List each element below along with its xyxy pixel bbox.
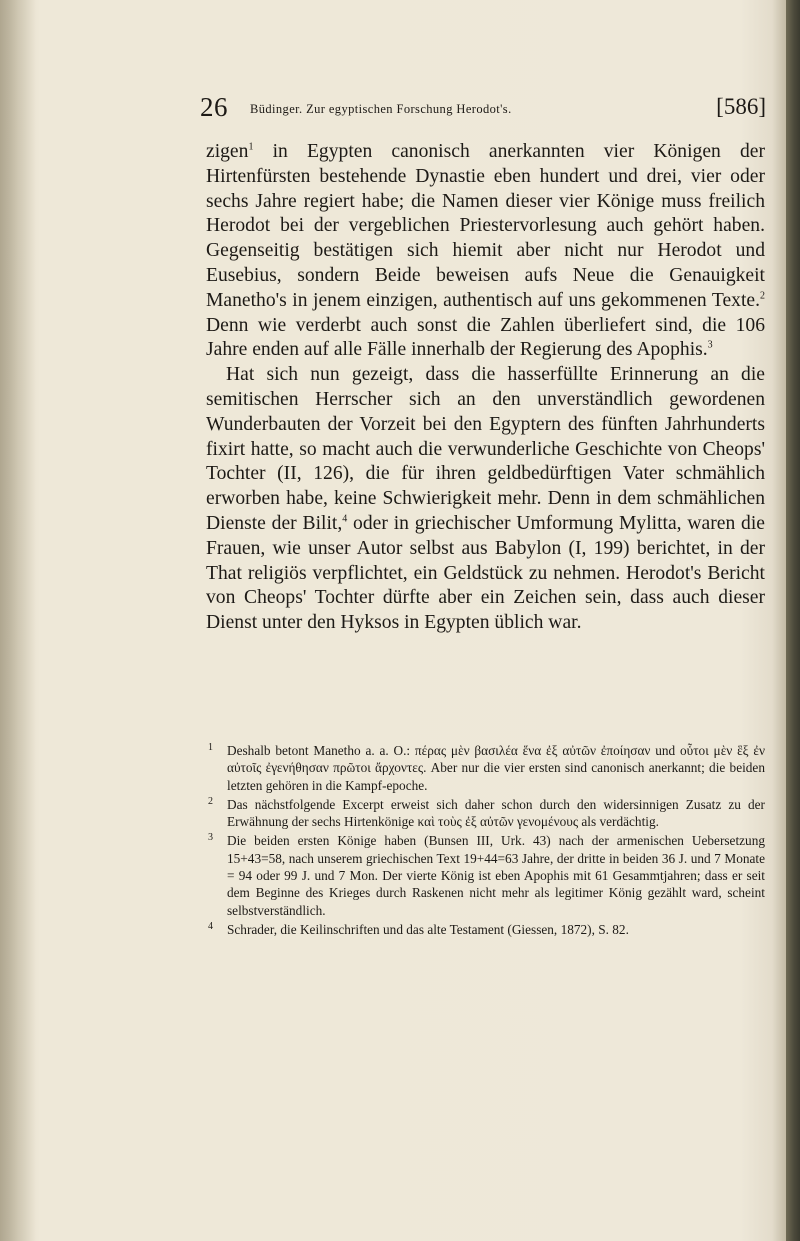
page-number: 26 (200, 92, 228, 122)
footnote-4 (206, 921, 765, 938)
main-text (206, 140, 765, 636)
footnote-text: Das nächstfolgende Excerpt erweist sich daher schon durch den widersinnigen Zusatz zu der Erwähnung der sechs Hirtenkönige καὶ τοὺς ἐξ αὐτῶν γενομένους als verdächtig. (227, 796, 765, 830)
footnote-ref-4: 4 (342, 513, 348, 525)
footnote-text: Die beiden ersten Könige haben (Bunsen III, Urk. 43) nach der armenischen Uebersetzung 15+43=58, nach unserem griechischen Text 19+44=63 Jahre, der dritte in beiden 36 J. und 7 Monate = 94 oder 99 J. und 7 Mon. Der vierte König ist eben Apophis mit 61 Gesammtjahren; dass er seit dem Beginne des Krieges durch Raskenen nicht mehr als legitimer König gezählt ward, scheint selbstverständlich. (227, 833, 765, 918)
footnote-ref-2: 2 (760, 290, 765, 302)
footnote-3 (206, 832, 765, 918)
footnote-number: 4 (208, 920, 213, 932)
footnote-ref-3: 3 (707, 339, 713, 351)
footnote-number: 2 (208, 795, 213, 807)
footnote-2 (206, 796, 765, 831)
bracket-page-number: [586] (716, 94, 766, 119)
footnote-ref-1: 1 (248, 141, 254, 153)
footnote-1 (206, 742, 765, 794)
page-edge (786, 0, 800, 1241)
running-title: Büdinger. Zur egyptischen Forschung Herodot's. (250, 102, 512, 116)
footnote-text: Deshalb betont Manetho a. a. O.: πέρας μὲν βασιλέα ἕνα ἐξ αὐτῶν ἐποίησαν und οὗτοι μὲν ἓξ ἐν αὐτοῖς ἐγενήθησαν πρῶτοι ἄρχοντες. Aber nur die vier ersten sind canonisch anerkannt; die beiden letzten gehören in die Kampf-epoche. (227, 743, 765, 793)
paragraph-2: Hat sich nun gezeigt, dass die hasserfüllte Erinnerung an die semitischen Herrscher sich an den unverständlich gewordenen Wunderbauten der Vorzeit bei den Egyptern des fünften Jahrhunderts fixirt hatte, so macht auch die verwunderliche Geschichte von Cheops' Tochter (II, 126), die für ihren geldbedürftigen Vater schmählich erworben habe, keine Schwierigkeit mehr. Denn in dem schmählichen Dienste der Bilit,$^4$ oder in griechischer Umformung Mylitta, waren die Frauen, wie unser Autor selbst aus Babylon (I, 199) berichtet, in der That religiös verpflichtet, ein Geldstück zu nehmen. Herodot's Bericht von Cheops' Tochter dürfte aber ein Zeichen sein, dass auch dieser Dienst unter den Hyksos in Egypten üblich war. (206, 364, 765, 634)
page-header (200, 92, 766, 126)
paragraph-1: zigen$^1$ in Egypten canonisch anerkannten vier Königen der Hirtenfürsten bestehende Dynastie eben hundert und drei, vier oder sechs Jahre regiert habe; die Namen dieser vier Könige muss freilich Herodot bei der vergeblichen Priestervorlesung auch gehört haben. Gegenseitig bestätigen sich hiemit aber nicht nur Herodot und Eusebius, sondern Beide beweisen aufs Neue die Genauigkeit Manetho's in jenem einzigen, authentisch auf uns gekommenen Texte.$^2$ Denn wie verderbt auch sonst die Zahlen überliefert sind, die 106 Jahre enden auf alle Fälle innerhalb der Regierung des Apophis.$^3$ (206, 141, 765, 361)
binding-shadow (0, 0, 36, 1241)
footnote-text: Schrader, die Keilinschriften und das alte Testament (Giessen, 1872), S. 82. (227, 921, 629, 937)
footnote-number: 1 (208, 742, 213, 753)
footnote-number: 3 (208, 832, 213, 844)
footnotes (206, 742, 765, 940)
